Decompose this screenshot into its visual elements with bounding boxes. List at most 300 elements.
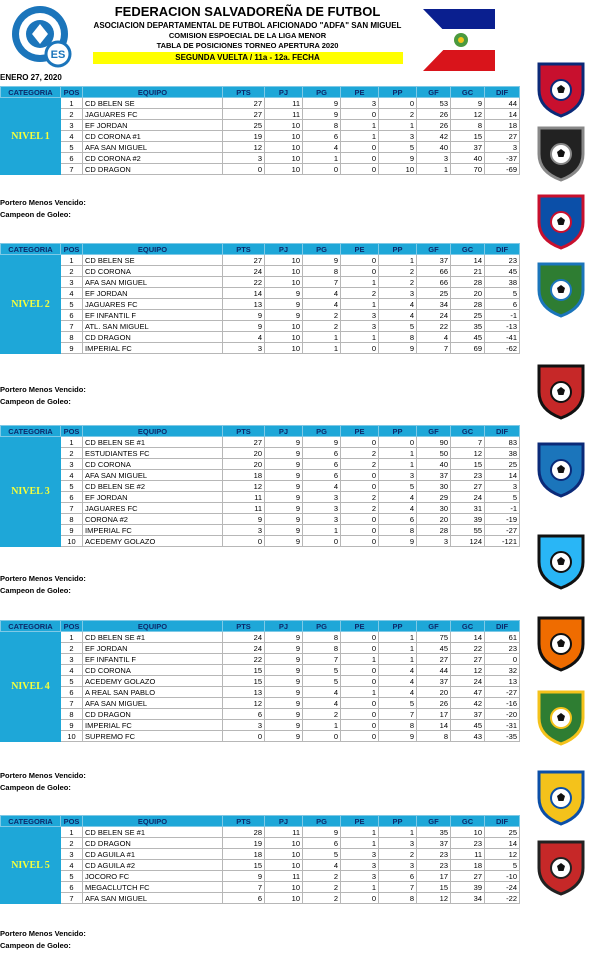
table-row [1, 676, 520, 687]
commission-line: COMISION ESPOECIAL DE LA LIGA MENOR [168, 31, 327, 40]
stat-cell: -20 [485, 709, 520, 720]
estudiantes-logo [531, 360, 591, 420]
stat-cell: 12 [451, 448, 485, 459]
stat-cell: 7 [303, 277, 341, 288]
table-row [1, 849, 520, 860]
stat-cell: 0 [341, 525, 379, 536]
stat-cell: 4 [379, 665, 417, 676]
stat-cell: 25 [485, 827, 520, 838]
table-row [1, 709, 520, 720]
stat-cell: 6 [303, 459, 341, 470]
stat-cell: 8 [303, 632, 341, 643]
stat-cell: 10 [265, 266, 303, 277]
stat-cell: 1 [341, 687, 379, 698]
stat-cell: 20 [417, 514, 451, 525]
stat-cell: 15 [223, 676, 265, 687]
position-cell: 1 [61, 255, 83, 266]
stat-cell: 4 [303, 288, 341, 299]
column-header: PE [341, 87, 379, 98]
table-row [1, 310, 520, 321]
stat-cell: 3 [341, 849, 379, 860]
stat-cell: 12 [451, 109, 485, 120]
table-row [1, 288, 520, 299]
table-row [1, 332, 520, 343]
stat-cell: 0 [341, 632, 379, 643]
stat-cell: 7 [303, 654, 341, 665]
stat-cell: 0 [341, 643, 379, 654]
column-header: CATEGORIA [1, 816, 61, 827]
top-scorer-label: Campeon de Goleo: [0, 210, 71, 219]
stat-cell: 2 [379, 849, 417, 860]
stat-cell: -37 [485, 153, 520, 164]
stat-cell: 9 [265, 654, 303, 665]
stat-cell: 40 [417, 459, 451, 470]
stat-cell: 66 [417, 266, 451, 277]
stat-cell: 1 [417, 164, 451, 175]
stat-cell: 27 [223, 109, 265, 120]
standings-table [0, 86, 520, 175]
stat-cell: 8 [303, 120, 341, 131]
stat-cell: 2 [341, 503, 379, 514]
column-header: DIF [485, 621, 520, 632]
stat-cell: 3 [341, 321, 379, 332]
column-header: PE [341, 816, 379, 827]
stat-cell: 20 [223, 448, 265, 459]
column-header: GF [417, 426, 451, 437]
stat-cell: 5 [485, 860, 520, 871]
stat-cell: 3 [485, 142, 520, 153]
column-header: PP [379, 244, 417, 255]
section-footer [0, 197, 86, 221]
position-cell: 2 [61, 109, 83, 120]
stat-cell: 8 [417, 731, 451, 742]
table-row [1, 827, 520, 838]
stat-cell: 15 [417, 882, 451, 893]
stat-cell: 39 [451, 882, 485, 893]
position-cell: 7 [61, 503, 83, 514]
cd-dragon-logo [531, 686, 591, 746]
stat-cell: -19 [485, 514, 520, 525]
team-name: CD CORONA #1 [83, 131, 223, 142]
table-row [1, 255, 520, 266]
stat-cell: 8 [303, 266, 341, 277]
column-header: GF [417, 244, 451, 255]
stat-cell: 5 [303, 849, 341, 860]
stat-cell: 10 [265, 120, 303, 131]
stat-cell: 1 [341, 882, 379, 893]
stat-cell: 4 [379, 687, 417, 698]
team-name: CD BELEN SE [83, 98, 223, 109]
team-name: AFA SAN MIGUEL [83, 277, 223, 288]
stat-cell: 1 [379, 643, 417, 654]
goalkeeper-label: Portero Menos Vencido: [0, 198, 86, 207]
column-header: PP [379, 816, 417, 827]
stat-cell: 0 [341, 255, 379, 266]
team-name: CD CORONA #2 [83, 153, 223, 164]
stat-cell: 1 [379, 632, 417, 643]
stat-cell: 40 [451, 153, 485, 164]
column-header: DIF [485, 816, 520, 827]
team-name: CD CORONA [83, 266, 223, 277]
stat-cell: 28 [417, 525, 451, 536]
column-header: POS [61, 244, 83, 255]
stat-cell: 9 [223, 321, 265, 332]
stat-cell: 9 [379, 153, 417, 164]
team-name: IMPERIAL FC [83, 525, 223, 536]
stat-cell: 0 [379, 437, 417, 448]
column-header: PE [341, 621, 379, 632]
stat-cell: 6 [379, 871, 417, 882]
team-name: ESTUDIANTES FC [83, 448, 223, 459]
section-footer [0, 928, 86, 952]
stat-cell: 9 [265, 698, 303, 709]
stat-cell: 53 [417, 98, 451, 109]
stat-cell: 24 [223, 632, 265, 643]
stat-cell: 9 [223, 871, 265, 882]
table-row [1, 343, 520, 354]
column-header: EQUIPO [83, 244, 223, 255]
stat-cell: 28 [451, 277, 485, 288]
column-header: PE [341, 244, 379, 255]
stat-cell: 11 [265, 871, 303, 882]
stat-cell: 45 [451, 720, 485, 731]
column-header: EQUIPO [83, 621, 223, 632]
stat-cell: 0 [223, 536, 265, 547]
fesfut-badge: ES [50, 49, 66, 61]
stat-cell: 14 [485, 109, 520, 120]
stat-cell: 11 [265, 109, 303, 120]
stat-cell: 23 [451, 838, 485, 849]
stat-cell: 0 [341, 676, 379, 687]
stat-cell: 3 [223, 525, 265, 536]
stat-cell: 13 [223, 687, 265, 698]
position-cell: 4 [61, 131, 83, 142]
table-row [1, 720, 520, 731]
stat-cell: 3 [303, 503, 341, 514]
position-cell: 6 [61, 153, 83, 164]
stat-cell: 32 [485, 665, 520, 676]
stat-cell: 45 [485, 266, 520, 277]
team-name: ACEDEMY GOLAZO [83, 536, 223, 547]
stat-cell: -1 [485, 310, 520, 321]
stat-cell: 29 [417, 492, 451, 503]
column-header: PP [379, 621, 417, 632]
stat-cell: 9 [265, 503, 303, 514]
report-date: ENERO 27, 2020 [0, 73, 62, 82]
stat-cell: 9 [379, 731, 417, 742]
stat-cell: 18 [451, 860, 485, 871]
stat-cell: 20 [451, 288, 485, 299]
fesfut-logo [10, 4, 74, 68]
position-cell: 7 [61, 893, 83, 904]
table-row [1, 459, 520, 470]
team-name: EF JORDAN [83, 120, 223, 131]
stat-cell: 3 [341, 310, 379, 321]
position-cell: 9 [61, 720, 83, 731]
stat-cell: -121 [485, 536, 520, 547]
stat-cell: 25 [223, 120, 265, 131]
stat-cell: 0 [341, 720, 379, 731]
stat-cell: -41 [485, 332, 520, 343]
stat-cell: 0 [341, 266, 379, 277]
position-cell: 1 [61, 437, 83, 448]
stat-cell: 10 [265, 321, 303, 332]
team-name: IMPERIAL FC [83, 720, 223, 731]
team-name: CD BELEN SE #2 [83, 481, 223, 492]
standings-table [0, 243, 520, 354]
stat-cell: 23 [417, 849, 451, 860]
team-name: EF JORDAN [83, 288, 223, 299]
position-cell: 6 [61, 310, 83, 321]
stat-cell: 2 [303, 321, 341, 332]
stat-cell: 9 [223, 310, 265, 321]
stat-cell: 10 [265, 332, 303, 343]
table-row [1, 503, 520, 514]
stat-cell: 10 [265, 882, 303, 893]
stat-cell: 9 [265, 731, 303, 742]
stat-cell: 6 [379, 514, 417, 525]
section-footer [0, 384, 86, 408]
stat-cell: 4 [379, 676, 417, 687]
stat-cell: 12 [451, 665, 485, 676]
stat-cell: -31 [485, 720, 520, 731]
stat-cell: 27 [223, 437, 265, 448]
stat-cell: 3 [417, 536, 451, 547]
stat-cell: 15 [223, 860, 265, 871]
stat-cell: 3 [485, 481, 520, 492]
table-row [1, 98, 520, 109]
stat-cell: 18 [485, 120, 520, 131]
stat-cell: 0 [303, 164, 341, 175]
stat-cell: 37 [417, 255, 451, 266]
stat-cell: 2 [303, 871, 341, 882]
stat-cell: 9 [265, 437, 303, 448]
position-cell: 5 [61, 299, 83, 310]
team-name: EF INFANTIL F [83, 310, 223, 321]
stat-cell: 31 [451, 503, 485, 514]
stat-cell: 4 [379, 299, 417, 310]
stat-cell: 0 [223, 164, 265, 175]
table-row [1, 632, 520, 643]
column-header: PG [303, 621, 341, 632]
stat-cell: 8 [379, 893, 417, 904]
position-cell: 2 [61, 838, 83, 849]
team-name: AFA SAN MIGUEL [83, 893, 223, 904]
stat-cell: 2 [379, 109, 417, 120]
stat-cell: 14 [223, 288, 265, 299]
stat-cell: -1 [485, 503, 520, 514]
goalkeeper-label: Portero Menos Vencido: [0, 929, 86, 938]
stat-cell: 1 [379, 827, 417, 838]
stat-cell: 4 [417, 332, 451, 343]
team-name: IMPERIAL FC [83, 343, 223, 354]
position-cell: 3 [61, 849, 83, 860]
stat-cell: 37 [417, 676, 451, 687]
stat-cell: 4 [223, 332, 265, 343]
stat-cell: 1 [303, 332, 341, 343]
stat-cell: 10 [265, 849, 303, 860]
stat-cell: 18 [223, 849, 265, 860]
position-cell: 7 [61, 321, 83, 332]
team-name: CD CORONA [83, 459, 223, 470]
table-row [1, 492, 520, 503]
stat-cell: 24 [223, 643, 265, 654]
team-name: EF INFANTIL F [83, 654, 223, 665]
position-cell: 6 [61, 882, 83, 893]
column-header: CATEGORIA [1, 87, 61, 98]
stat-cell: 24 [451, 492, 485, 503]
stat-cell: 7 [417, 343, 451, 354]
stat-cell: 9 [265, 536, 303, 547]
stat-cell: 0 [341, 481, 379, 492]
tournament-line: TABLA DE POSICIONES TORNEO APERTURA 2020 [156, 41, 339, 50]
stat-cell: 11 [223, 503, 265, 514]
stat-cell: 5 [303, 676, 341, 687]
round-highlight: SEGUNDA VUELTA / 11a - 12a. FECHA [93, 52, 403, 64]
stat-cell: 19 [223, 838, 265, 849]
stat-cell: 9 [379, 343, 417, 354]
standings-table [0, 425, 520, 547]
stat-cell: 27 [223, 255, 265, 266]
stat-cell: -27 [485, 687, 520, 698]
stat-cell: 12 [223, 481, 265, 492]
column-header: CATEGORIA [1, 426, 61, 437]
stat-cell: 14 [451, 255, 485, 266]
stat-cell: 2 [341, 288, 379, 299]
stat-cell: 3 [379, 470, 417, 481]
table-row [1, 109, 520, 120]
stat-cell: 15 [223, 665, 265, 676]
team-name: CD AGUILA #1 [83, 849, 223, 860]
table-row [1, 481, 520, 492]
stat-cell: 6 [303, 838, 341, 849]
stat-cell: 12 [485, 849, 520, 860]
stat-cell: 2 [303, 310, 341, 321]
position-cell: 3 [61, 654, 83, 665]
position-cell: 5 [61, 871, 83, 882]
top-scorer-label: Campeon de Goleo: [0, 941, 71, 950]
stat-cell: 1 [303, 720, 341, 731]
column-header: PE [341, 426, 379, 437]
stat-cell: -24 [485, 882, 520, 893]
stat-cell: 27 [451, 481, 485, 492]
stat-cell: 5 [379, 142, 417, 153]
table-row [1, 731, 520, 742]
category-cell: NIVEL 4 [1, 632, 61, 742]
standings-section [0, 815, 519, 904]
stat-cell: 3 [341, 860, 379, 871]
stat-cell: 2 [341, 459, 379, 470]
stat-cell: 9 [265, 288, 303, 299]
stat-cell: -16 [485, 698, 520, 709]
stat-cell: 10 [265, 860, 303, 871]
position-cell: 7 [61, 698, 83, 709]
column-header: PTS [223, 87, 265, 98]
stat-cell: 15 [451, 459, 485, 470]
stat-cell: 11 [451, 849, 485, 860]
stat-cell: 75 [417, 632, 451, 643]
jocoro-logo [531, 766, 591, 826]
stat-cell: 9 [265, 709, 303, 720]
column-header: PTS [223, 621, 265, 632]
san-miguel-flag [423, 9, 495, 71]
stat-cell: 10 [379, 164, 417, 175]
standings-table [0, 815, 520, 904]
stat-cell: 43 [451, 731, 485, 742]
stat-cell: 13 [485, 676, 520, 687]
stat-cell: 9 [265, 470, 303, 481]
column-header: GF [417, 87, 451, 98]
position-cell: 2 [61, 266, 83, 277]
stat-cell: 2 [379, 266, 417, 277]
stat-cell: 7 [223, 882, 265, 893]
stat-cell: 18 [223, 470, 265, 481]
stat-cell: 0 [341, 109, 379, 120]
position-cell: 5 [61, 481, 83, 492]
stat-cell: 0 [341, 514, 379, 525]
column-header: CATEGORIA [1, 244, 61, 255]
stat-cell: 1 [379, 120, 417, 131]
position-cell: 10 [61, 536, 83, 547]
table-row [1, 871, 520, 882]
stat-cell: 8 [379, 720, 417, 731]
stat-cell: 9 [303, 109, 341, 120]
stat-cell: 1 [379, 255, 417, 266]
column-header: POS [61, 426, 83, 437]
stat-cell: 0 [341, 343, 379, 354]
stat-cell: 14 [485, 470, 520, 481]
stat-cell: 12 [223, 698, 265, 709]
position-cell: 8 [61, 332, 83, 343]
stat-cell: 9 [223, 514, 265, 525]
position-cell: 8 [61, 709, 83, 720]
stat-cell: 0 [341, 536, 379, 547]
stat-cell: 15 [451, 131, 485, 142]
stat-cell: 6 [303, 131, 341, 142]
goalkeeper-label: Portero Menos Vencido: [0, 771, 86, 780]
position-cell: 8 [61, 514, 83, 525]
table-row [1, 665, 520, 676]
stat-cell: 35 [417, 827, 451, 838]
column-header: EQUIPO [83, 87, 223, 98]
jordan-futbol-logo [531, 438, 591, 498]
column-header: PP [379, 87, 417, 98]
column-header: PG [303, 244, 341, 255]
stat-cell: 3 [379, 131, 417, 142]
stat-cell: 9 [265, 492, 303, 503]
table-row [1, 838, 520, 849]
stat-cell: 1 [303, 343, 341, 354]
team-name: CD BELEN SE #1 [83, 437, 223, 448]
stat-cell: 37 [417, 838, 451, 849]
stat-cell: 69 [451, 343, 485, 354]
stat-cell: 23 [485, 643, 520, 654]
stat-cell: 22 [451, 643, 485, 654]
stat-cell: 0 [341, 731, 379, 742]
stat-cell: 8 [379, 525, 417, 536]
stat-cell: 2 [303, 709, 341, 720]
stat-cell: 9 [265, 720, 303, 731]
stat-cell: 21 [451, 266, 485, 277]
table-row [1, 437, 520, 448]
stat-cell: 9 [303, 437, 341, 448]
stat-cell: 3 [223, 720, 265, 731]
stat-cell: 9 [265, 299, 303, 310]
team-name: EF JORDAN [83, 492, 223, 503]
stat-cell: 4 [379, 310, 417, 321]
stat-cell: 10 [265, 277, 303, 288]
stat-cell: 8 [451, 120, 485, 131]
